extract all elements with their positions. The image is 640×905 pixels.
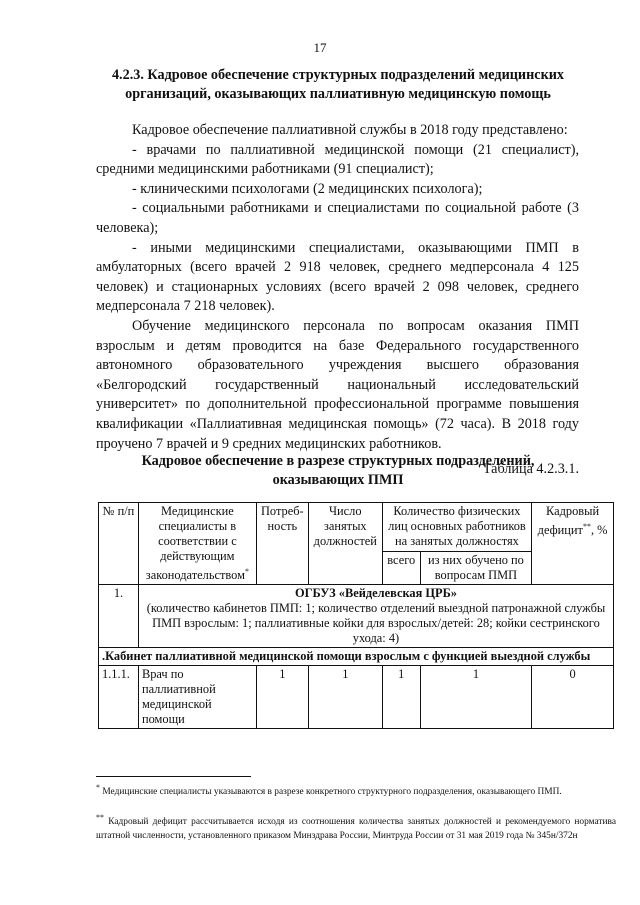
staffing-table [98,502,614,729]
header-need: Потреб-ность [256,503,308,585]
org-cell [138,585,613,648]
paragraph-intro: Кадровое обеспечение паллиативной службы в 2018 году представлено: [132,122,568,138]
paragraph-training: Обучение медицинского персонала по вопросам оказания ПМП взрослым и детям проводится на базе Федерального государственного автономного образовательного учреждения высшего образования «Белгородский государственный национальный исследовательский университет» по дополнительной профессиональной программе повышения квалификации «Паллиативная медицинская помощь» (72 часа). В 2018 году проучено 7 врачей и 9 средних медицинских работников. [96,317,579,452]
org-name: ОГБУЗ «Вейделевская ЦРБ» [294,586,457,601]
subsection-title: .Кабинет паллиативной медицинской помощи взрослым с функцией выездной службы [99,648,614,666]
footnote-2: ** Кадровый дефицит рассчитывается исходя из соотношения количества занятых должностей и рекомендуемого норматива штатной численности, установленного приказом Минздрава России, Минтруда России от 31 мая 2019 года № 345н/372н [96,813,617,842]
cell-deficit: 0 [532,666,614,729]
table-title: Кадровое обеспечение в разрезе структурных подразделений, оказывающих ПМП [141,453,535,488]
cell-need: 1 [256,666,308,729]
cell-num: 1.1.1. [99,666,139,729]
header-positions: Число занятых должностей [308,503,382,585]
cell-specialist: Врач по паллиативной медицинской помощи [138,666,256,729]
header-deficit: Кадровый дефицит**, % [532,503,614,585]
page-number: 17 [313,40,327,55]
header-total: всего [382,551,420,584]
header-trained: из них обучено по вопросам ПМП [420,551,531,584]
list-item-psychologists: - клиническими психологами (2 медицинских психолога); [132,180,483,197]
header-persons: Количество физических лиц основных работников на занятых должностях [382,503,531,552]
cell-trained: 1 [420,666,531,729]
org-details: (количество кабинетов ПМП: 1; количество отделений выездной патронажной службы ПМП взрослым: 1; паллиативные койки для взрослых/детей: 28; койки сестринского ухода: 4) [146,601,606,646]
footnote-1: * Медицинские специалисты указываются в разрезе конкретного структурного подразделения, оказывающего ПМП. [96,783,562,798]
table-row-subsection [99,648,614,666]
cell-positions: 1 [308,666,382,729]
list-item-doctors: - врачами по паллиативной медицинской помощи (21 специалист), средними медицинскими работниками (91 специалист); [96,141,579,178]
body-text [96,121,579,480]
table-row-organization [99,585,614,648]
table-caption: Таблица 4.2.3.1. [482,461,579,478]
cell-total: 1 [382,666,420,729]
header-specialists: Медицинские специалисты в соответствии с действующим законодательством* [138,503,256,585]
footnote-divider [96,776,251,777]
section-heading: 4.2.3. Кадровое обеспечение структурных подразделений медицинских организаций, оказывающих паллиативную медицинскую помощь [111,67,565,102]
list-item-other-specialists: - иными медицинскими специалистами, оказывающими ПМП в амбулаторных (всего врачей 2 918 человек, среднего медперсонала 4 125 человек) и стационарных условиях (всего врачей 2 098 человек, среднего медперсонала 7 218 человек). [96,239,579,315]
table-row [99,666,614,729]
list-item-social-workers: - социальными работниками и специалистами по социальной работе (3 человека); [96,200,579,236]
table-header-row [99,503,614,552]
header-num: № п/п [99,503,139,585]
org-num: 1. [99,585,139,648]
